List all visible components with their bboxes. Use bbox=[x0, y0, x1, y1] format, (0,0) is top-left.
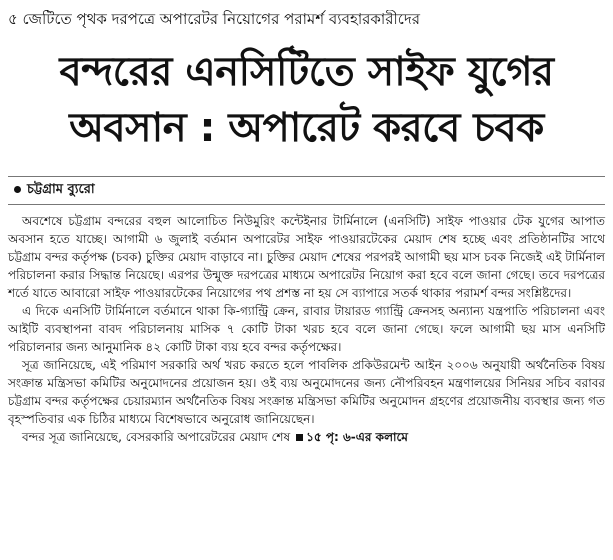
bullet-icon bbox=[14, 186, 21, 193]
paragraph-4 bbox=[8, 428, 605, 446]
headline-line-2: অবসান : অপারেট করবে চবক bbox=[69, 105, 544, 151]
byline bbox=[14, 182, 95, 198]
square-bullet-icon bbox=[296, 434, 303, 441]
continued-text: ১৫ পৃ: ৬-এর কলামে bbox=[306, 430, 408, 444]
headline-line-1: বন্দরের এনসিটিতে সাইফ যুগের bbox=[59, 49, 554, 95]
divider-top bbox=[8, 176, 605, 177]
divider-bottom bbox=[8, 204, 605, 205]
paragraph-1: অবশেষে চট্টগ্রাম বন্দরের বহুল আলোচিত নিউমুরিং কন্টেইনার টার্মিনালে (এনসিটি) সাইফ পাওয়ার টেক যুগের আপাত অবসান হতে যাচ্ছে। আগামী ৬ জুলাই বর্তমান অপারেটর সাইফ পাওয়ারটেকের মেয়াদ শেষ হচ্ছে এবং প্রতিষ্ঠানটির সাথে চট্টগ্রাম বন্দর কর্তৃপক্ষ (চবক) চুক্তির মেয়াদ বাড়াবে না। চুক্তির মেয়াদ শেষের পরপরই আগামী ছয় মাস চবক নিজেই এই টার্মিনাল পরিচালনা করার সিদ্ধান্ত নিয়েছে। এরপর উন্মুক্ত দরপত্রের মাধ্যমে অপারেটর নিয়োগ করা হবে বলে জানা গেছে। তবে দরপত্রের শর্তে যাতে আবারো সাইফ পাওয়ারটেকের নিয়োগের পথ প্রশস্ত না হয় সে ব্যাপারে সতর্ক থাকার পরামর্শ বন্দর সংশ্লিষ্টদের। bbox=[8, 214, 605, 300]
last-line-text: বন্দর সূত্র জানিয়েছে, বেসরকারি অপারেটরের মেয়াদ শেষ bbox=[22, 430, 291, 444]
byline-text: চট্টগ্রাম ব্যুরো bbox=[27, 182, 95, 197]
kicker-line: ৫ জেটিতে পৃথক দরপত্রে অপারেটর নিয়োগের পরামর্শ ব্যবহারকারীদের bbox=[8, 10, 420, 28]
paragraph-2: এ দিকে এনসিটি টার্মিনালে বর্তমানে থাকা কি-গ্যান্ট্রি ক্রেন, রাবার টায়ারড গ্যান্ট্রি ক্রেনসহ অন্যান্য যন্ত্রপাতি পরিচালনা এবং আইটি ব্যবস্থাপনা বাবদ পরিচালনায় মাসিক ৭ কোটি টাকা খরচ হবে বলে জানা গেছে। ফলে আগামী ছয় মাস এনসিটি পরিচালনার জন্য আনুমানিক ৪২ কোটি টাকা ব্যয় হবে বন্দর কর্তৃপক্ষের। bbox=[8, 304, 605, 354]
article-body bbox=[8, 212, 605, 446]
continued-marker bbox=[290, 430, 408, 444]
headline bbox=[0, 44, 613, 156]
paragraph-3: সূত্র জানিয়েছে, এই পরিমাণ সরকারি অর্থ খরচ করতে হলে পাবলিক প্রকিউরমেন্ট আইন ২০০৬ অনুযায়ী অর্থনৈতিক বিষয় সংক্রান্ত মন্ত্রিসভা কমিটির অনুমোদনের প্রয়োজন হয়। ওই ব্যয় অনুমোদনের জন্য নৌপরিবহন মন্ত্রণালয়ের সিনিয়র সচিব বরাবর চট্টগ্রাম বন্দর কর্তৃপক্ষের চেয়ারম্যান অর্থনৈতিক বিষয় সংক্রান্ত মন্ত্রিসভা কমিটির অনুমোদন গ্রহণের প্রয়োজনীয় ব্যবস্থার জন্য গত বৃহস্পতিবার এক চিঠির মাধ্যমে বিশেষভাবে অনুরোধ জানিয়েছেন। bbox=[8, 358, 605, 426]
